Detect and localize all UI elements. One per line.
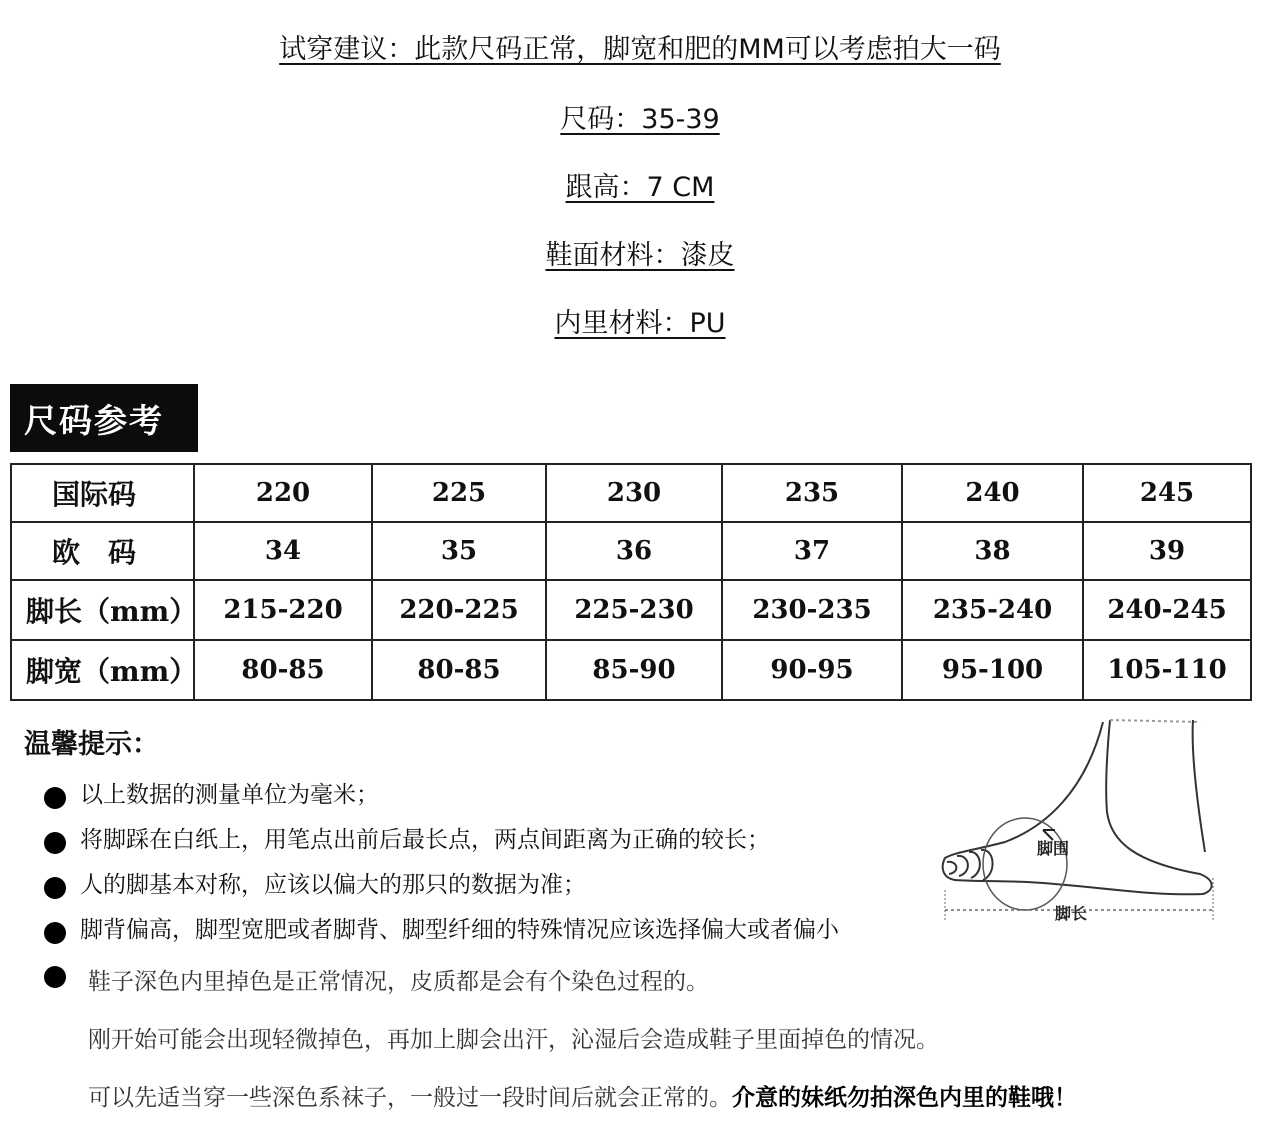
table-cell: 80-85 [194,640,372,700]
length-label: 脚长 [1055,904,1088,923]
table-cell: 35 [372,522,546,580]
girth-label: 脚围 [1037,839,1070,858]
row-label-intl: 国际码 [11,464,194,522]
table-cell: 240 [902,464,1083,522]
note-line: 刚开始可能会出现轻微掉色，再加上脚会出汗，沁湿后会造成鞋子里面掉色的情况。 [88,1027,939,1053]
bullet-icon [44,877,66,899]
table-cell: 36 [546,522,722,580]
size-reference-heading: 尺码参考 [10,384,198,452]
bullet-icon [44,787,66,809]
try-on-advice: 试穿建议：此款尺码正常，脚宽和肥的MM可以考虑拍大一码 [279,34,1001,65]
size-table [10,463,1252,701]
row-label-foot-length: 脚长（mm） [11,580,194,640]
table-cell: 85-90 [546,640,722,700]
upper-material: 鞋面材料：漆皮 [545,240,735,271]
list-item: 人的脚基本对称，应该以偏大的那只的数据为准； [42,865,942,910]
table-cell: 225-230 [546,580,722,640]
tips-title: 温馨提示： [24,729,159,760]
table-cell: 37 [722,522,902,580]
table-cell: 240-245 [1083,580,1251,640]
list-item: 以上数据的测量单位为毫米； [42,775,942,820]
table-cell: 225 [372,464,546,522]
table-row [11,640,1251,700]
table-cell: 220 [194,464,372,522]
bullet-icon [44,922,66,944]
lining-material: 内里材料：PU [554,308,726,339]
table-cell: 245 [1083,464,1251,522]
table-cell: 38 [902,522,1083,580]
table-row [11,580,1251,640]
table-cell: 95-100 [902,640,1083,700]
table-cell: 235 [722,464,902,522]
size-range: 尺码：35-39 [560,104,720,135]
table-cell: 215-220 [194,580,372,640]
table-cell: 230 [546,464,722,522]
table-row [11,522,1251,580]
foot-outline-icon [943,720,1212,910]
heel-height: 跟高：7 CM [565,172,715,203]
row-label-foot-width: 脚宽（mm） [11,640,194,700]
table-row [11,464,1251,522]
note-emphasis: 介意的妹纸勿拍深色内里的鞋哦！ [732,1085,1077,1111]
table-cell: 230-235 [722,580,902,640]
list-item: 脚背偏高，脚型宽肥或者脚背、脚型纤细的特殊情况应该选择偏大或者偏小 [42,910,942,955]
table-cell: 220-225 [372,580,546,640]
note-line: 可以先适当穿一些深色系袜子，一般过一段时间后就会正常的。介意的妹纸勿拍深色内里的鞋哦！ [88,1085,1077,1111]
table-cell: 39 [1083,522,1251,580]
color-fade-note [42,962,1192,1136]
bullet-icon [44,832,66,854]
table-cell: 90-95 [722,640,902,700]
table-cell: 105-110 [1083,640,1251,700]
tips-list [42,775,942,955]
table-cell: 80-85 [372,640,546,700]
foot-diagram [935,712,1225,937]
table-cell: 34 [194,522,372,580]
list-item: 将脚踩在白纸上，用笔点出前后最长点，两点间距离为正确的较长； [42,820,942,865]
note-line: 鞋子深色内里掉色是正常情况，皮质都是会有个染色过程的。 [88,969,709,995]
bullet-icon [44,966,66,988]
row-label-eu: 欧 码 [11,522,194,580]
table-cell: 235-240 [902,580,1083,640]
